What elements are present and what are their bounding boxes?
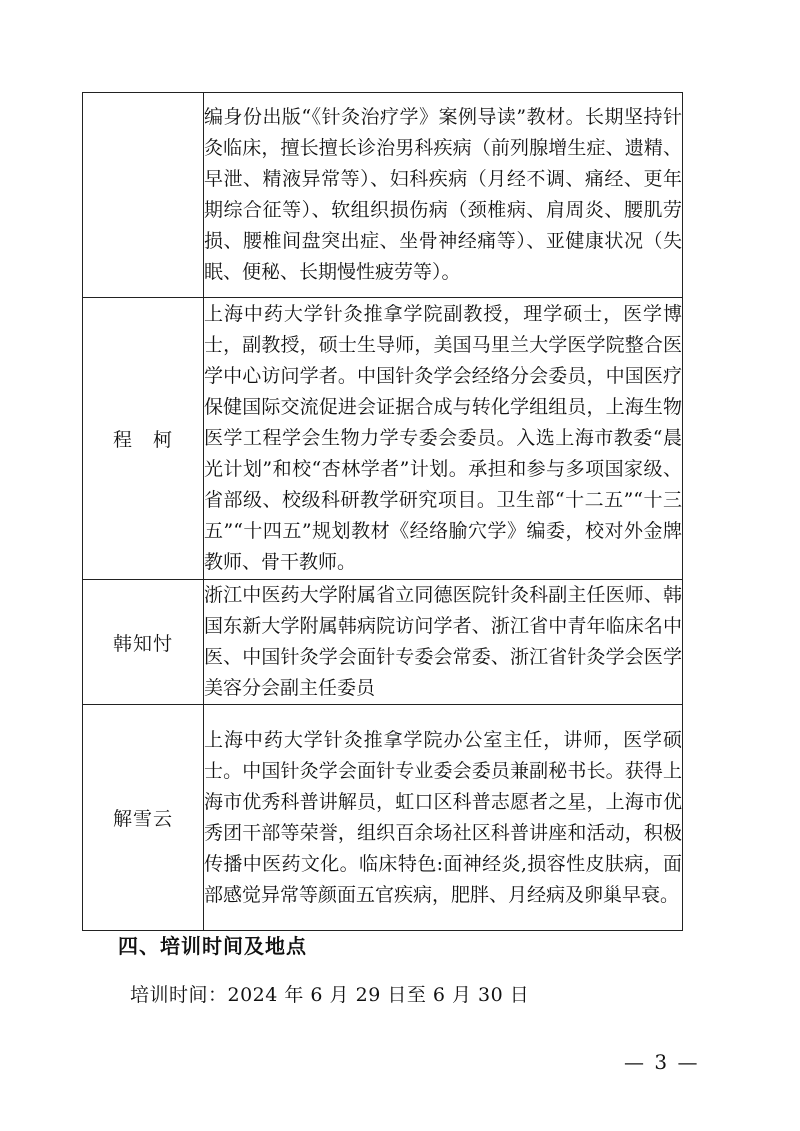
instructor-name: [83, 93, 204, 298]
instructor-name: 程 柯: [83, 298, 204, 580]
table-row: [83, 580, 683, 705]
table-row: [83, 298, 683, 580]
instructor-name: 解雪云: [83, 705, 204, 931]
instructor-table: [82, 92, 683, 931]
instructor-bio: 上海中药大学针灸推拿学院办公室主任，讲师，医学硕士。中国针灸学会面针专业委会委员兼副秘书长。获得上海市优秀科普讲解员，虹口区科普志愿者之星，上海市优秀团干部等荣誉，组织百余场社区科普讲座和活动，积极传播中医药文化。临床特色:面神经炎,损容性皮肤病，面部感觉异常等颜面五官疾病，肥胖、月经病及卵巢早衰。: [204, 705, 683, 931]
training-time: 培训时间：2024 年 6 月 29 日至 6 月 30 日: [130, 984, 530, 1006]
instructor-bio: 编身份出版“《针灸治疗学》案例导读”教材。长期坚持针灸临床，擅长擅长诊治男科疾病（前列腺增生症、遗精、早泄、精液异常等）、妇科疾病（月经不调、痛经、更年期综合征等）、软组织损伤病（颈椎病、肩周炎、腰肌劳损、腰椎间盘突出症、坐骨神经痛等）、亚健康状况（失眠、便秘、长期慢性疲劳等）。: [204, 93, 683, 298]
section-heading: 四、培训时间及地点: [118, 934, 307, 958]
page-number: — 3 —: [624, 1050, 700, 1074]
instructor-bio: 上海中药大学针灸推拿学院副教授，理学硕士，医学博士，副教授，硕士生导师，美国马里兰大学医学院整合医学中心访问学者。中国针灸学会经络分会委员，中国医疗保健国际交流促进会证据合成与转化学组组员，上海生物医学工程学会生物力学专委会委员。入选上海市教委“晨光计划”和校“杏林学者”计划。承担和参与多项国家级、省部级、校级科研教学研究项目。卫生部“十二五”“十三五”“十四五”规划教材《经络腧穴学》编委，校对外金牌教师、骨干教师。: [204, 298, 683, 580]
instructor-bio: 浙江中医药大学附属省立同德医院针灸科副主任医师、韩国东新大学附属韩病院访问学者、浙江省中青年临床名中医、中国针灸学会面针专委会常委、浙江省针灸学会医学美容分会副主任委员: [204, 580, 683, 705]
instructor-name: 韩知忖: [83, 580, 204, 705]
table-row: [83, 93, 683, 298]
table-row: [83, 705, 683, 931]
